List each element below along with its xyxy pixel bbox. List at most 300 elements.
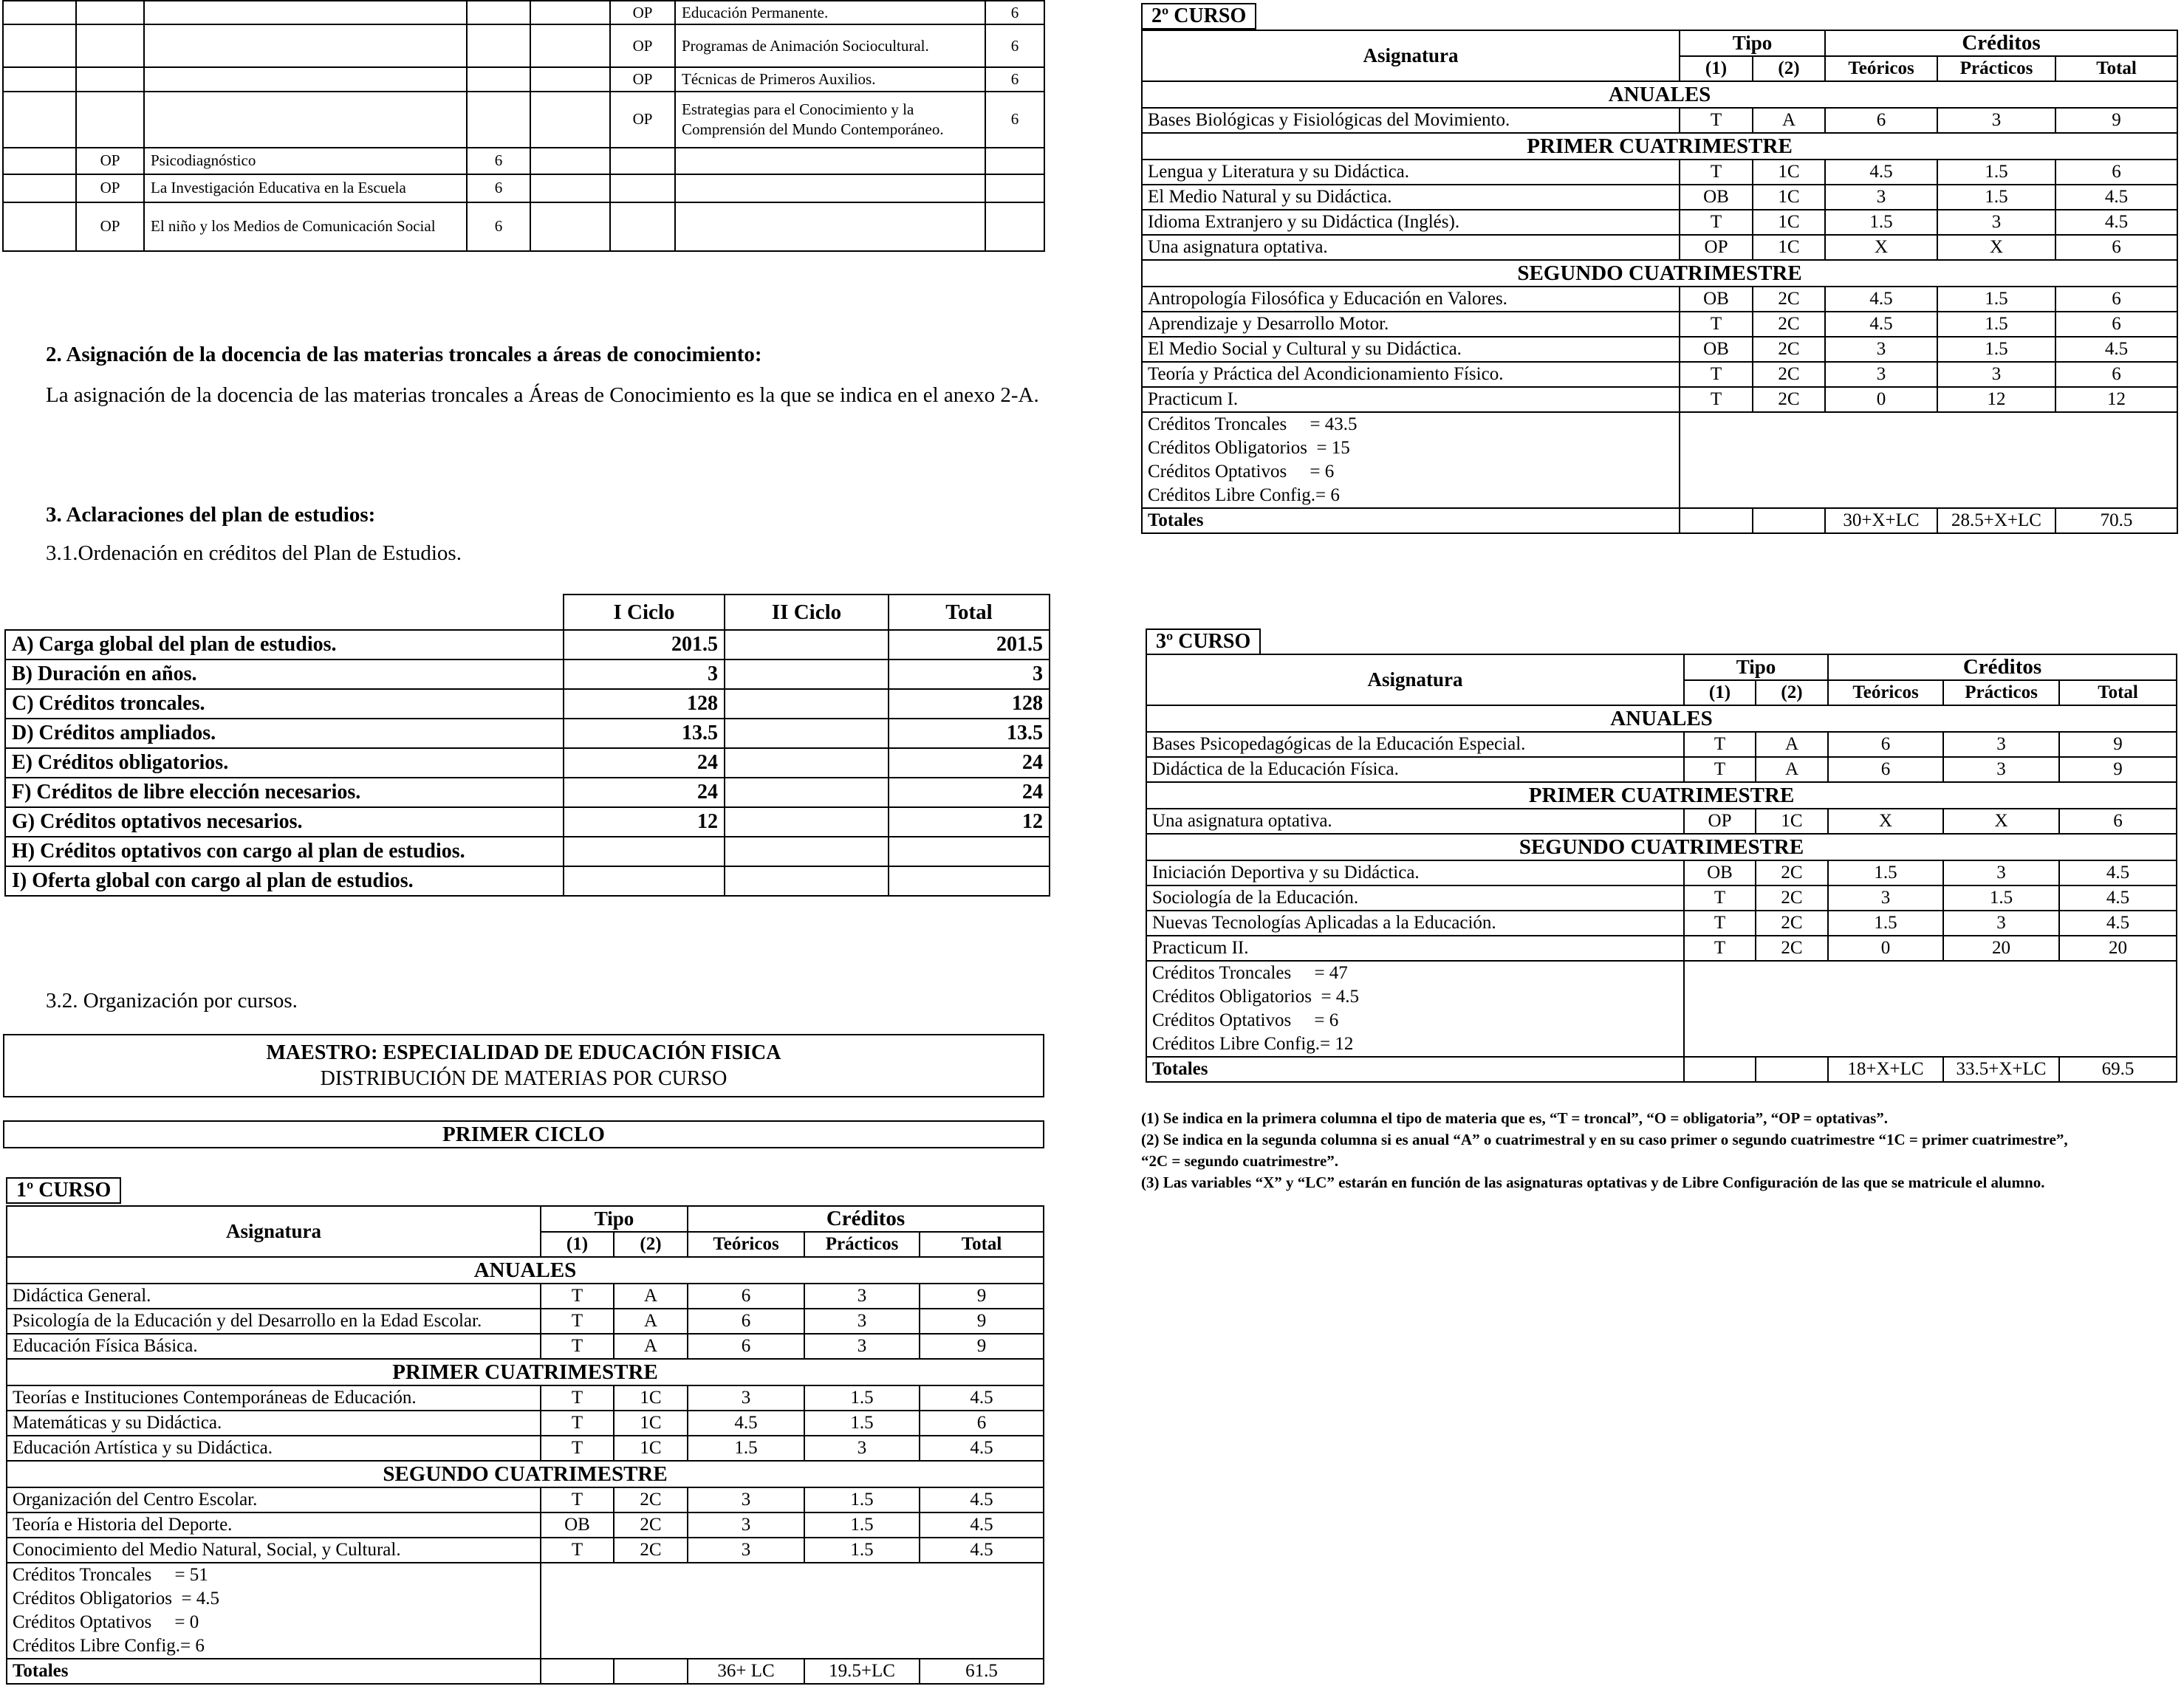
- subject-practice-credits: 1.5: [1937, 160, 2055, 185]
- col-h1: (1): [1684, 680, 1756, 705]
- subject-theory-credits: 3: [1825, 362, 1937, 387]
- top-table-row: [3, 24, 1044, 67]
- top-table-cell: [985, 148, 1044, 174]
- credits-col-total: Total: [889, 595, 1050, 630]
- subject-practice-credits: 3: [1943, 757, 2059, 782]
- col-tipo: Tipo: [541, 1206, 688, 1232]
- col-teoricos: Teóricos: [688, 1232, 804, 1257]
- top-table-cell: OP: [610, 24, 675, 67]
- subject-theory-credits: 3: [688, 1538, 804, 1563]
- subject-type: T: [541, 1411, 614, 1436]
- totals-total: 61.5: [920, 1659, 1044, 1684]
- credits-i-ciclo-value: 12: [564, 807, 725, 837]
- credit-summary-row: [1142, 412, 2177, 508]
- subject-theory-credits: 3: [688, 1487, 804, 1512]
- credits-row: [5, 837, 1050, 866]
- subject-name: Iniciación Deportiva y su Didáctica.: [1146, 860, 1684, 885]
- top-table-cell: [530, 202, 610, 251]
- credit-summary-line: Créditos Obligatorios = 15: [1148, 438, 1350, 458]
- subject-name: Didáctica de la Educación Física.: [1146, 757, 1684, 782]
- top-table-cell: [530, 92, 610, 148]
- top-table-row: [3, 174, 1044, 202]
- top-table-cell: [76, 67, 144, 91]
- credit-summary: [7, 1563, 541, 1659]
- top-table-cell: [144, 1, 467, 24]
- credit-summary-line: Créditos Libre Config.= 6: [1148, 485, 1340, 505]
- subject-period: 1C: [1753, 210, 1825, 235]
- credits-row-label: B) Duración en años.: [5, 660, 564, 689]
- section3-heading: 3. Aclaraciones del plan de estudios:: [46, 503, 376, 527]
- credit-summary-line: Créditos Troncales = 51: [13, 1565, 208, 1585]
- top-table-cell: [3, 67, 76, 91]
- subject-practice-credits: 3: [804, 1284, 920, 1309]
- subject-practice-credits: 1.5: [804, 1538, 920, 1563]
- col-h1: (1): [1680, 56, 1753, 81]
- top-table-cell: 6: [467, 148, 530, 174]
- credits-i-ciclo-value: 128: [564, 689, 725, 719]
- top-table-cell: [3, 1, 76, 24]
- subject-practice-credits: 1.5: [804, 1385, 920, 1411]
- credit-summary-row: [7, 1563, 1044, 1659]
- section2-text: La asignación de la docencia de las materias troncales a Áreas de Conocimiento es la que se indica en el anexo 2-A.: [46, 383, 1039, 407]
- credits-i-ciclo-value: [564, 866, 725, 896]
- credits-ii-ciclo-value: [725, 866, 889, 896]
- top-table-cell: [144, 24, 467, 67]
- top-table-cell: [985, 202, 1044, 251]
- top-table-row: [3, 202, 1044, 251]
- subject-row: [7, 1284, 1044, 1309]
- credits-i-ciclo-value: 201.5: [564, 630, 725, 660]
- top-table-cell: Estrategias para el Conocimiento y la Comprensión del Mundo Contemporáneo.: [675, 92, 985, 148]
- credit-summary-line: Créditos Optativos = 6: [1152, 1010, 1339, 1030]
- subject-theory-credits: X: [1828, 809, 1943, 834]
- top-table-cell: [3, 202, 76, 251]
- credits-row: [5, 748, 1050, 778]
- subject-theory-credits: 1.5: [1828, 860, 1943, 885]
- top-table-cell: [985, 174, 1044, 202]
- top-table-cell: 6: [985, 1, 1044, 24]
- subject-period: 2C: [614, 1538, 688, 1563]
- totals-theory: 18+X+LC: [1828, 1057, 1943, 1082]
- credits-total-value: [889, 866, 1050, 896]
- subject-name: Bases Psicopedagógicas de la Educación Especial.: [1146, 732, 1684, 757]
- credits-row: [5, 719, 1050, 748]
- totals-blank: [1684, 1057, 1756, 1082]
- subject-row: [1146, 860, 2177, 885]
- top-table-cell: 6: [467, 202, 530, 251]
- subject-period: 1C: [1753, 160, 1825, 185]
- subject-period: 1C: [1753, 185, 1825, 210]
- subject-name: Psicología de la Educación y del Desarrollo en la Edad Escolar.: [7, 1309, 541, 1334]
- subject-theory-credits: 6: [1828, 757, 1943, 782]
- credit-summary-line: Créditos Optativos = 6: [1148, 462, 1335, 482]
- subject-theory-credits: 1.5: [688, 1436, 804, 1461]
- subject-total-credits: 4.5: [2055, 210, 2177, 235]
- credits-ii-ciclo-value: [725, 660, 889, 689]
- subject-name: Educación Física Básica.: [7, 1334, 541, 1359]
- credits-row: [5, 778, 1050, 807]
- top-table-cell: [3, 174, 76, 202]
- subject-total-credits: 12: [2055, 387, 2177, 412]
- credits-row-label: C) Créditos troncales.: [5, 689, 564, 719]
- credits-total-value: 24: [889, 778, 1050, 807]
- credits-total-value: [889, 837, 1050, 866]
- subject-type: OB: [541, 1512, 614, 1538]
- subject-row: [1146, 885, 2177, 911]
- subject-total-credits: 6: [2059, 809, 2177, 834]
- credit-summary-line: Créditos Troncales = 43.5: [1148, 414, 1358, 434]
- totals-row: [1142, 508, 2177, 533]
- top-table-cell: [144, 67, 467, 91]
- subject-type: OP: [1680, 235, 1753, 260]
- credits-i-ciclo-value: 3: [564, 660, 725, 689]
- subject-theory-credits: 3: [1825, 337, 1937, 362]
- subject-type: T: [541, 1487, 614, 1512]
- footnotes: [1141, 1108, 2068, 1193]
- totals-label: Totales: [7, 1659, 541, 1684]
- col-tipo: Tipo: [1680, 30, 1825, 56]
- course2-label: 2º CURSO: [1141, 3, 1256, 30]
- subject-name: Lengua y Literatura y su Didáctica.: [1142, 160, 1680, 185]
- totals-practice: 33.5+X+LC: [1943, 1057, 2059, 1082]
- credits-total-value: 24: [889, 748, 1050, 778]
- credit-summary-line: Créditos Troncales = 47: [1152, 963, 1348, 983]
- subject-total-credits: 9: [2059, 732, 2177, 757]
- subject-name: Nuevas Tecnologías Aplicadas a la Educación.: [1146, 911, 1684, 936]
- totals-total: 69.5: [2059, 1057, 2177, 1082]
- subject-theory-credits: 3: [688, 1512, 804, 1538]
- credit-summary-blank: [1680, 412, 2177, 508]
- subject-practice-credits: 3: [804, 1309, 920, 1334]
- subject-type: T: [541, 1334, 614, 1359]
- subject-theory-credits: 6: [688, 1284, 804, 1309]
- subject-theory-credits: 1.5: [1828, 911, 1943, 936]
- subject-period: 2C: [1756, 911, 1828, 936]
- subject-practice-credits: 1.5: [804, 1512, 920, 1538]
- top-table-cell: [530, 174, 610, 202]
- subject-row: [7, 1309, 1044, 1334]
- subject-row: [7, 1538, 1044, 1563]
- segundo-cuatrimestre-band: [1146, 834, 2177, 860]
- col-tipo: Tipo: [1684, 654, 1828, 680]
- top-table-cell: La Investigación Educativa en la Escuela: [144, 174, 467, 202]
- subject-practice-credits: 1.5: [804, 1487, 920, 1512]
- subject-name: Teoría e Historia del Deporte.: [7, 1512, 541, 1538]
- subject-period: 1C: [614, 1385, 688, 1411]
- credit-summary-line: Créditos Obligatorios = 4.5: [1152, 987, 1360, 1007]
- subject-practice-credits: 1.5: [1937, 312, 2055, 337]
- subject-total-credits: 4.5: [2059, 911, 2177, 936]
- subject-theory-credits: 6: [1825, 108, 1937, 133]
- credit-summary-line: Créditos Obligatorios = 4.5: [13, 1589, 220, 1609]
- subject-name: Practicum I.: [1142, 387, 1680, 412]
- top-table-cell: [467, 67, 530, 91]
- credits-total-value: 128: [889, 689, 1050, 719]
- top-table-cell: [3, 92, 76, 148]
- subject-name: Practicum II.: [1146, 936, 1684, 961]
- top-table-cell: 6: [985, 92, 1044, 148]
- subject-period: 2C: [614, 1487, 688, 1512]
- subject-total-credits: 4.5: [2055, 185, 2177, 210]
- subject-total-credits: 4.5: [920, 1436, 1044, 1461]
- subject-name: Bases Biológicas y Fisiológicas del Movimiento.: [1142, 108, 1680, 133]
- totals-row: [1146, 1057, 2177, 1082]
- col-h1: (1): [541, 1232, 614, 1257]
- subject-practice-credits: X: [1937, 235, 2055, 260]
- subject-period: 2C: [1753, 362, 1825, 387]
- col-h2: (2): [1756, 680, 1828, 705]
- credits-row: [5, 630, 1050, 660]
- subject-total-credits: 4.5: [920, 1487, 1044, 1512]
- top-table-cell: OP: [76, 174, 144, 202]
- top-table-cell: 6: [985, 24, 1044, 67]
- col-h2: (2): [614, 1232, 688, 1257]
- subject-row: [1142, 337, 2177, 362]
- top-table-row: [3, 67, 1044, 91]
- subject-theory-credits: 4.5: [1825, 160, 1937, 185]
- credits-ii-ciclo-value: [725, 689, 889, 719]
- top-table-cell: 6: [467, 174, 530, 202]
- credits-ii-ciclo-value: [725, 630, 889, 660]
- subject-total-credits: 6: [2055, 362, 2177, 387]
- top-table-cell: [610, 202, 675, 251]
- subject-theory-credits: 0: [1825, 387, 1937, 412]
- col-teoricos: Teóricos: [1825, 56, 1937, 81]
- subject-period: A: [1756, 757, 1828, 782]
- subject-theory-credits: 4.5: [1825, 312, 1937, 337]
- totals-label: Totales: [1146, 1057, 1684, 1082]
- subject-row: [1146, 757, 2177, 782]
- totals-blank: [614, 1659, 688, 1684]
- top-table-cell: [76, 1, 144, 24]
- top-table-cell: OP: [76, 148, 144, 174]
- subject-period: 2C: [1756, 860, 1828, 885]
- credits-row-label: A) Carga global del plan de estudios.: [5, 630, 564, 660]
- subject-name: Organización del Centro Escolar.: [7, 1487, 541, 1512]
- subject-total-credits: 4.5: [2055, 337, 2177, 362]
- subject-type: T: [541, 1436, 614, 1461]
- subject-row: [1142, 362, 2177, 387]
- section3-sub2: 3.2. Organización por cursos.: [46, 989, 298, 1013]
- col-total: Total: [2055, 56, 2177, 81]
- credits-ii-ciclo-value: [725, 807, 889, 837]
- top-table-cell: [675, 174, 985, 202]
- top-table-row: [3, 1, 1044, 24]
- credit-summary-row: [1146, 961, 2177, 1057]
- totals-practice: 19.5+LC: [804, 1659, 920, 1684]
- totals-label: Totales: [1142, 508, 1680, 533]
- footnote-2-cont: “2C = segundo cuatrimestre”.: [1141, 1152, 1339, 1170]
- credits-i-ciclo-value: 24: [564, 778, 725, 807]
- banner-title: MAESTRO: ESPECIALIDAD DE EDUCACIÓN FISICA: [266, 1041, 781, 1064]
- subject-type: T: [1684, 885, 1756, 911]
- credits-i-ciclo-value: 24: [564, 748, 725, 778]
- subject-type: T: [1684, 936, 1756, 961]
- subject-row: [1142, 235, 2177, 260]
- footnote-3: (3) Las variables “X” y “LC” estarán en función de las asignaturas optativas y de Libre Configuración de las que se matricule el alumno.: [1141, 1174, 2045, 1191]
- banner-subtitle: DISTRIBUCIÓN DE MATERIAS POR CURSO: [320, 1067, 728, 1090]
- subject-total-credits: 6: [2055, 287, 2177, 312]
- subject-total-credits: 4.5: [920, 1385, 1044, 1411]
- top-table-cell: [530, 1, 610, 24]
- subject-theory-credits: 4.5: [1825, 287, 1937, 312]
- subject-row: [7, 1487, 1044, 1512]
- credits-row: [5, 689, 1050, 719]
- credit-summary: [1146, 961, 1684, 1057]
- subject-period: 1C: [1753, 235, 1825, 260]
- course3-table: [1146, 654, 2177, 1083]
- subject-practice-credits: 1.5: [1937, 185, 2055, 210]
- subject-row: [1142, 312, 2177, 337]
- top-table-cell: [675, 148, 985, 174]
- col-asignatura: Asignatura: [7, 1206, 541, 1257]
- totals-blank: [1756, 1057, 1828, 1082]
- subject-type: T: [541, 1284, 614, 1309]
- subject-period: 1C: [1756, 809, 1828, 834]
- subject-row: [7, 1512, 1044, 1538]
- segundo-cuatrimestre-band-label: SEGUNDO CUATRIMESTRE: [7, 1461, 1044, 1487]
- subject-total-credits: 6: [2055, 312, 2177, 337]
- subject-total-credits: 6: [2055, 160, 2177, 185]
- subject-total-credits: 4.5: [2059, 860, 2177, 885]
- credits-row-label: F) Créditos de libre elección necesarios.: [5, 778, 564, 807]
- totals-total: 70.5: [2055, 508, 2177, 533]
- top-table-cell: [467, 92, 530, 148]
- credits-ii-ciclo-value: [725, 719, 889, 748]
- segundo-cuatrimestre-band-label: SEGUNDO CUATRIMESTRE: [1142, 260, 2177, 287]
- subject-type: OP: [1684, 809, 1756, 834]
- credits-i-ciclo-value: [564, 837, 725, 866]
- subject-theory-credits: 3: [1828, 885, 1943, 911]
- top-table-cell: Educación Permanente.: [675, 1, 985, 24]
- subject-total-credits: 9: [920, 1284, 1044, 1309]
- credits-total-value: 13.5: [889, 719, 1050, 748]
- subject-practice-credits: 3: [1937, 108, 2055, 133]
- course-header-row: [1146, 654, 2177, 680]
- credit-summary-line: Créditos Libre Config.= 12: [1152, 1034, 1354, 1054]
- subject-type: OB: [1684, 860, 1756, 885]
- totals-blank: [541, 1659, 614, 1684]
- primer-cuatrimestre-band: [7, 1359, 1044, 1385]
- credits-table: [4, 594, 1050, 897]
- subject-name: Una asignatura optativa.: [1146, 809, 1684, 834]
- subject-row: [1146, 936, 2177, 961]
- subject-row: [1142, 287, 2177, 312]
- subject-practice-credits: 20: [1943, 936, 2059, 961]
- col-total: Total: [2059, 680, 2177, 705]
- col-creditos: Créditos: [1825, 30, 2177, 56]
- footnote-1: (1) Se indica en la primera columna el tipo de materia que es, “T = troncal”, “O = obligatoria”, “OP = optativas”.: [1141, 1109, 1888, 1127]
- subject-name: Antropología Filosófica y Educación en Valores.: [1142, 287, 1680, 312]
- subject-theory-credits: 1.5: [1825, 210, 1937, 235]
- credits-row-label: I) Oferta global con cargo al plan de estudios.: [5, 866, 564, 896]
- segundo-cuatrimestre-band: [1142, 260, 2177, 287]
- totals-practice: 28.5+X+LC: [1937, 508, 2055, 533]
- subject-name: Educación Artística y su Didáctica.: [7, 1436, 541, 1461]
- subject-theory-credits: 0: [1828, 936, 1943, 961]
- subject-total-credits: 9: [920, 1334, 1044, 1359]
- specialty-banner: [3, 1034, 1044, 1097]
- credits-col-i-ciclo: I Ciclo: [564, 595, 725, 630]
- anuales-band: [1146, 705, 2177, 732]
- credits-row-label: D) Créditos ampliados.: [5, 719, 564, 748]
- credit-summary-line: Créditos Libre Config.= 6: [13, 1636, 205, 1656]
- top-table-cell: OP: [610, 67, 675, 91]
- top-table-cell: OP: [610, 92, 675, 148]
- col-practicos: Prácticos: [1943, 680, 2059, 705]
- subject-theory-credits: 6: [688, 1309, 804, 1334]
- top-table-cell: El niño y los Medios de Comunicación Social: [144, 202, 467, 251]
- subject-name: Matemáticas y su Didáctica.: [7, 1411, 541, 1436]
- subject-period: A: [614, 1309, 688, 1334]
- subject-row: [1142, 387, 2177, 412]
- top-table-cell: OP: [610, 1, 675, 24]
- subject-name: El Medio Natural y su Didáctica.: [1142, 185, 1680, 210]
- credits-total-value: 3: [889, 660, 1050, 689]
- credit-summary-line: Créditos Optativos = 0: [13, 1612, 199, 1632]
- subject-period: A: [614, 1334, 688, 1359]
- credits-ii-ciclo-value: [725, 837, 889, 866]
- subject-total-credits: 9: [920, 1309, 1044, 1334]
- subject-row: [1142, 210, 2177, 235]
- subject-type: T: [1680, 312, 1753, 337]
- segundo-cuatrimestre-band: [7, 1461, 1044, 1487]
- subject-row: [1146, 911, 2177, 936]
- course3-label: 3º CURSO: [1146, 628, 1261, 655]
- top-table-cell: 6: [985, 67, 1044, 91]
- totals-blank: [1753, 508, 1825, 533]
- subject-theory-credits: X: [1825, 235, 1937, 260]
- subject-theory-credits: 3: [1825, 185, 1937, 210]
- subject-total-credits: 6: [2055, 235, 2177, 260]
- subject-practice-credits: 1.5: [1937, 287, 2055, 312]
- section2-heading: 2. Asignación de la docencia de las materias troncales a áreas de conocimiento:: [46, 343, 762, 366]
- credits-ii-ciclo-value: [725, 748, 889, 778]
- credits-total-value: 201.5: [889, 630, 1050, 660]
- subject-period: 2C: [1753, 387, 1825, 412]
- subject-practice-credits: 3: [1943, 911, 2059, 936]
- subject-period: 2C: [1753, 312, 1825, 337]
- subject-name: Teoría y Práctica del Acondicionamiento Físico.: [1142, 362, 1680, 387]
- subject-period: A: [1753, 108, 1825, 133]
- subject-period: 2C: [1753, 337, 1825, 362]
- credit-summary-blank: [1684, 961, 2177, 1057]
- anuales-band: [7, 1257, 1044, 1284]
- col-total: Total: [920, 1232, 1044, 1257]
- totals-theory: 30+X+LC: [1825, 508, 1937, 533]
- credits-i-ciclo-value: 13.5: [564, 719, 725, 748]
- subject-name: Sociología de la Educación.: [1146, 885, 1684, 911]
- subject-row: [7, 1385, 1044, 1411]
- primer-cuatrimestre-band-label: PRIMER CUATRIMESTRE: [1146, 782, 2177, 809]
- course1-label: 1º CURSO: [6, 1177, 121, 1204]
- subject-type: OB: [1680, 337, 1753, 362]
- subject-name: Didáctica General.: [7, 1284, 541, 1309]
- subject-practice-credits: 3: [1937, 210, 2055, 235]
- top-table-cell: [530, 148, 610, 174]
- subject-type: T: [1684, 732, 1756, 757]
- col-teoricos: Teóricos: [1828, 680, 1943, 705]
- subject-total-credits: 4.5: [920, 1538, 1044, 1563]
- subject-practice-credits: 1.5: [804, 1411, 920, 1436]
- top-table-cell: [3, 148, 76, 174]
- subject-practice-credits: 3: [804, 1334, 920, 1359]
- top-table-row: [3, 148, 1044, 174]
- top-subjects-table: [2, 0, 1045, 252]
- credits-row-label: G) Créditos optativos necesarios.: [5, 807, 564, 837]
- subject-period: 2C: [1756, 936, 1828, 961]
- subject-theory-credits: 6: [688, 1334, 804, 1359]
